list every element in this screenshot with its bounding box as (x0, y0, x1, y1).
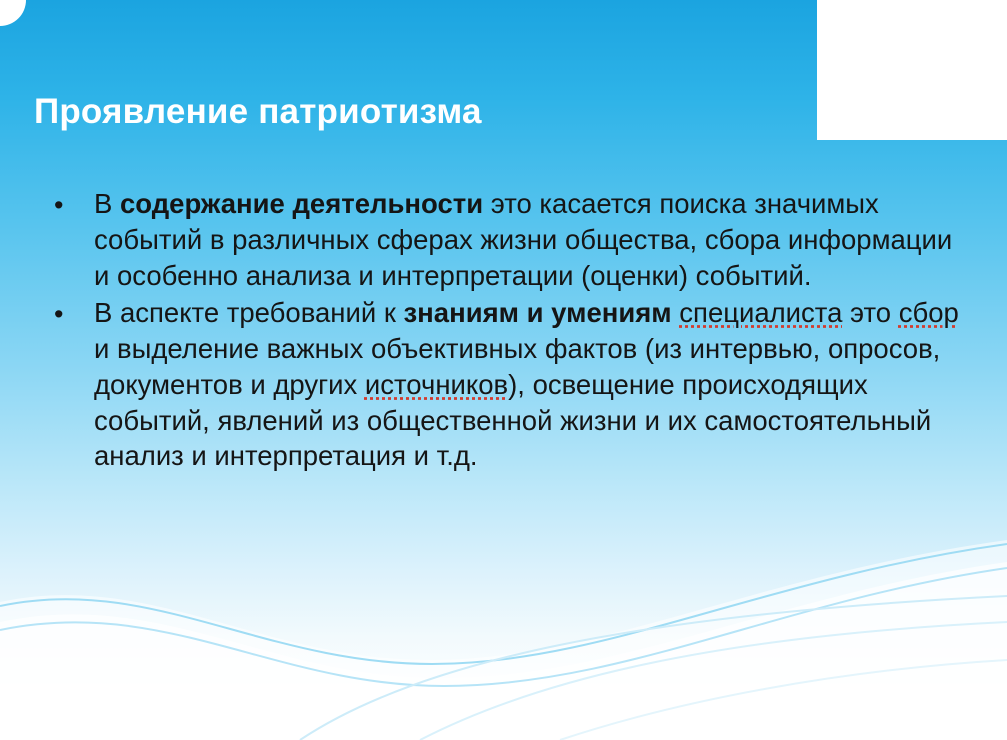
text-segment: ), освещение происходящих событий, явлений из общественной жизни и их самостоятельный анализ и интерпретация и т.д. (94, 368, 932, 472)
text-segment-spellcheck: специалиста (679, 297, 843, 329)
text-segment: В (94, 188, 120, 219)
text-segment-spellcheck: источников (364, 368, 509, 400)
list-item (42, 186, 962, 293)
bullet-text-1 (94, 188, 952, 291)
text-segment: и выделение важных объективных фактов (из интервью, опросов, документов и других (94, 333, 941, 400)
logo-plate (817, 0, 1007, 140)
text-segment-bold: знаниям и умениям (403, 297, 672, 329)
text-segment: это касается поиска значимых событий в различных сферах жизни общества, сбора информации и особенно анализа и интерпретации (оценки) событий. (94, 188, 953, 291)
text-segment: В аспекте требований к (94, 297, 404, 329)
list-item (42, 295, 962, 474)
bullet-marker: • (54, 190, 64, 221)
text-segment: это (842, 297, 899, 329)
bullet-marker: • (54, 299, 64, 330)
bullet-text-2 (94, 297, 959, 471)
text-segment-spellcheck: сбор (898, 297, 959, 329)
text-segment-bold: содержание деятельности (119, 188, 484, 219)
logo-container (817, 0, 1007, 140)
slide-body (42, 186, 962, 476)
slide-title: Проявление патриотизма (34, 92, 482, 131)
wave-decoration (0, 510, 1007, 740)
